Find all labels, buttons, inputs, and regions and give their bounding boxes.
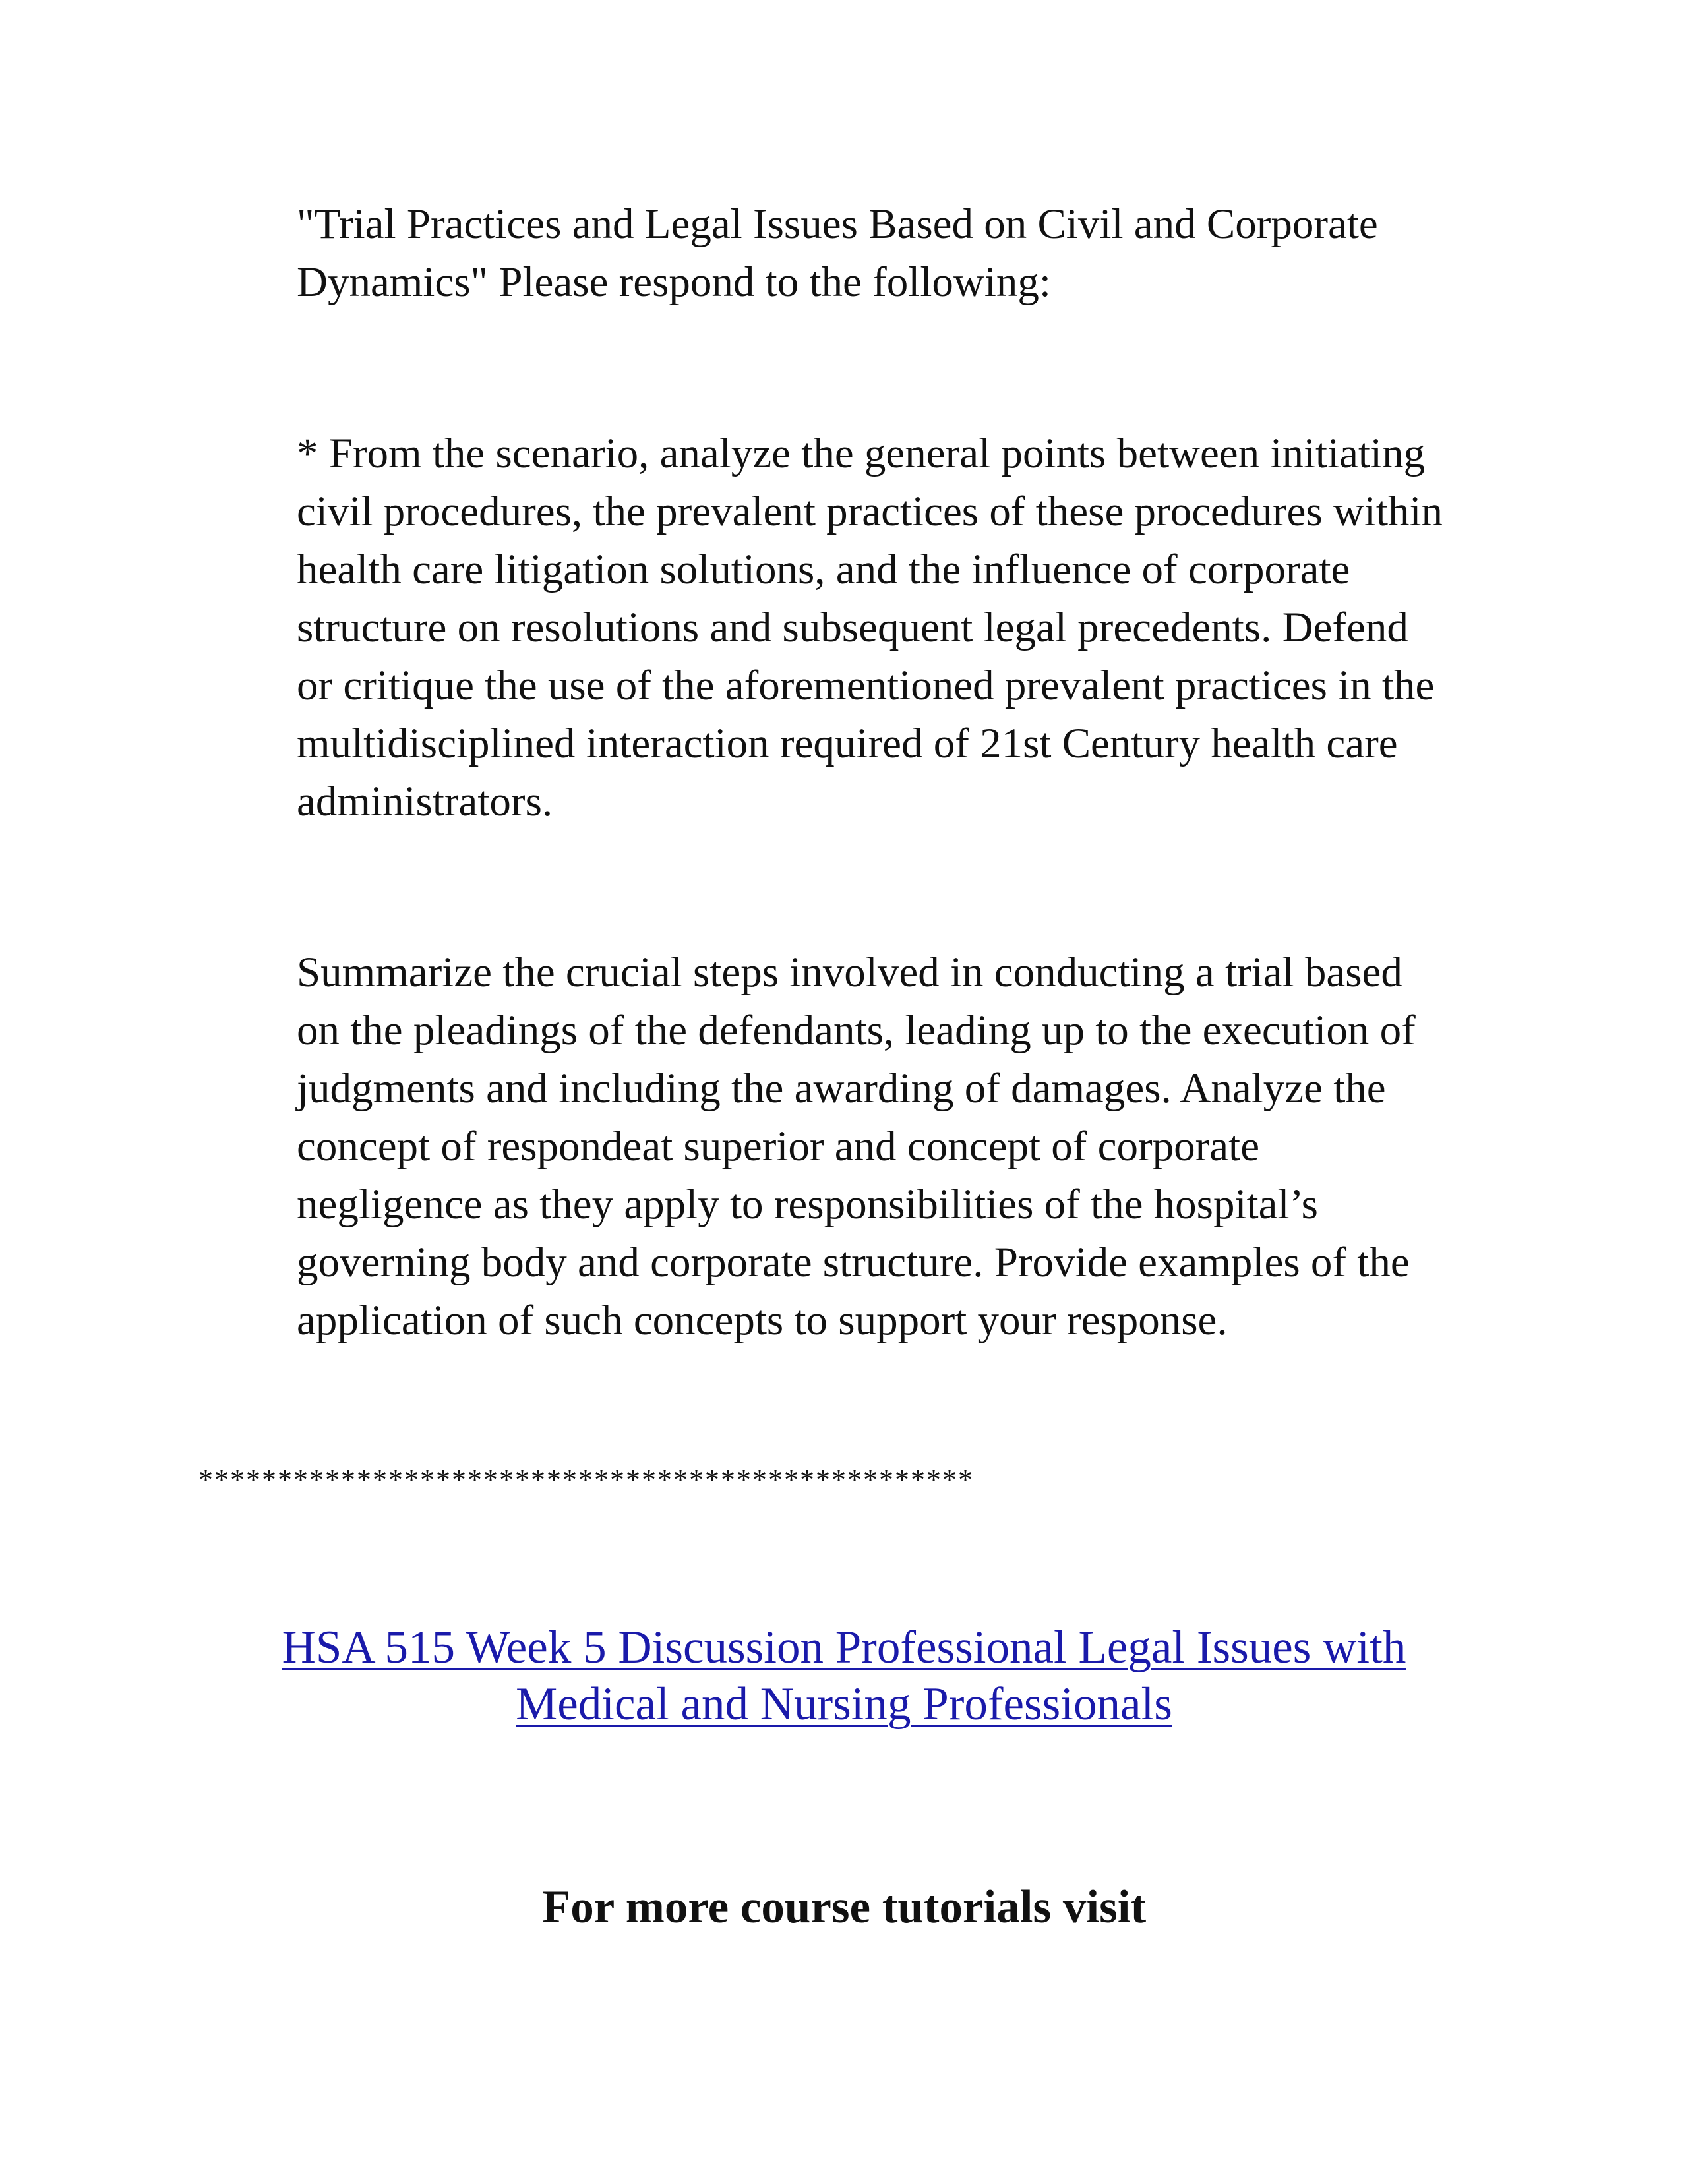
paragraph-line: health care litigation solutions, and the influence of corporate — [297, 546, 1350, 593]
paragraph-line: concept of respondeat superior and concept of corporate — [297, 1123, 1260, 1170]
paragraph-line: judgments and including the awarding of damages. Analyze the — [297, 1065, 1386, 1112]
paragraph-line: * From the scenario, analyze the general points between initiating — [297, 430, 1426, 477]
paragraph-line: structure on resolutions and subsequent legal precedents. Defend — [297, 604, 1408, 651]
paragraph-line: civil procedures, the prevalent practices of these procedures within — [297, 488, 1443, 535]
paragraph-line: or critique the use of the aforementioned prevalent practices in the — [297, 662, 1435, 709]
paragraph-line: Summarize the crucial steps involved in conducting a trial based — [297, 949, 1402, 996]
title-line: "Trial Practices and Legal Issues Based on Civil and Corporate — [297, 200, 1378, 248]
course-link-line[interactable]: Medical and Nursing Professionals — [516, 1678, 1172, 1730]
course-link[interactable] — [282, 1622, 1406, 1730]
course-link-line[interactable]: HSA 515 Week 5 Discussion Professional Legal Issues with — [282, 1622, 1406, 1673]
paragraph-line: multidisciplined interaction required of 21st Century health care — [297, 720, 1398, 767]
discussion-title — [297, 195, 1484, 311]
paragraph-line: administrators. — [297, 778, 553, 825]
scenario-prompt-paragraph — [297, 425, 1484, 831]
paragraph-line: application of such concepts to support your response. — [297, 1297, 1228, 1344]
paragraph-line: governing body and corporate structure. Provide examples of the — [297, 1239, 1410, 1286]
footer-heading: For more course tutorials visit — [541, 1881, 1147, 1933]
summary-prompt-paragraph — [297, 943, 1484, 1349]
asterisk-separator: ************************************************* — [198, 1463, 974, 1496]
title-line: Dynamics" Please respond to the following: — [297, 258, 1051, 306]
course-link-block — [185, 1619, 1503, 1732]
paragraph-line: negligence as they apply to responsibilities of the hospital’s — [297, 1181, 1318, 1228]
paragraph-line: on the pleadings of the defendants, leading up to the execution of — [297, 1007, 1416, 1054]
